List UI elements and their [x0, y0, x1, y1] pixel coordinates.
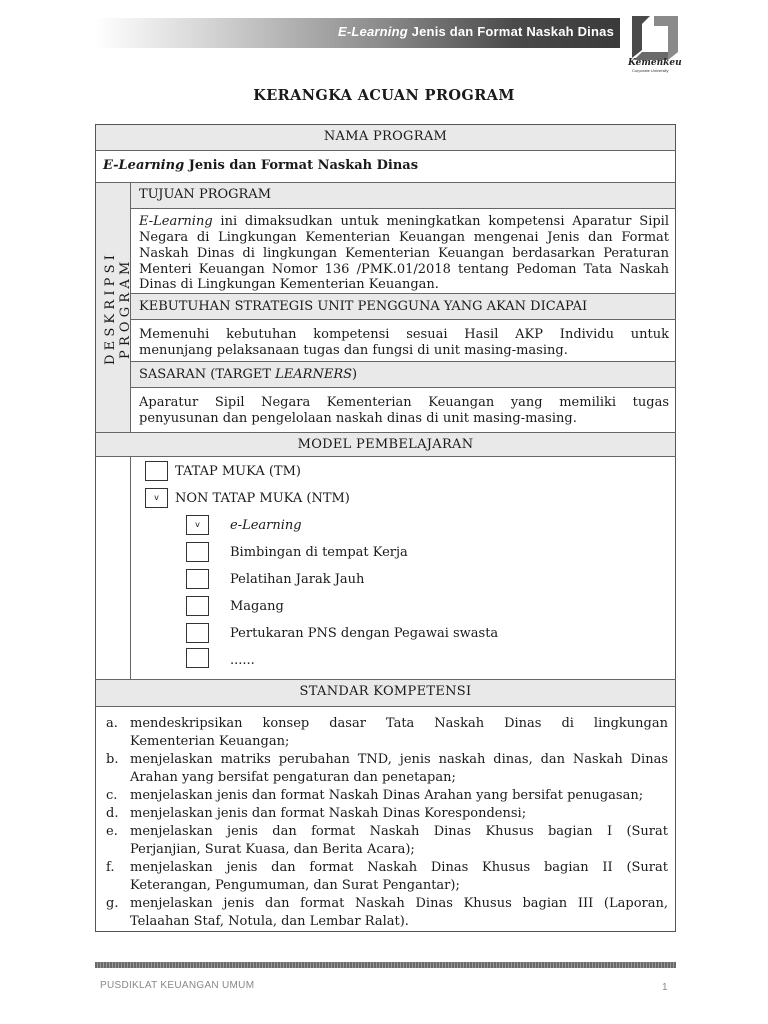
elearning-checkbox[interactable]: v: [186, 515, 209, 535]
page-number: 1: [662, 982, 668, 993]
pelatihan-checkbox[interactable]: [186, 569, 209, 589]
list-item: d. menjelaskan jenis dan format Naskah Dinas Korespondensi;: [106, 806, 527, 821]
tm-checkbox[interactable]: [145, 461, 168, 481]
nama-program-heading: NAMA PROGRAM: [323, 129, 448, 144]
rule: [130, 208, 676, 209]
bimbingan-label: Bimbingan di tempat Kerja: [230, 545, 408, 560]
tujuan-line: Naskah Dinas di lingkungan Kementerian Keuangan berdasarkan Peraturan: [139, 246, 669, 261]
other-checkbox[interactable]: [186, 648, 209, 668]
rule: [130, 293, 676, 294]
logo-subtitle: Corporate University: [632, 68, 669, 73]
rule: [95, 432, 676, 433]
pelatihan-label: Pelatihan Jarak Jauh: [230, 572, 365, 587]
logo-name: Kemenkeu: [628, 58, 682, 68]
tujuan-line: Menteri Keuangan Nomor 136 /PMK.01/2018 tentang Pedoman Tata Naskah: [139, 262, 669, 277]
list-item: b. menjelaskan matriks perubahan TND, jenis naskah dinas, dan Naskah Dinas Arahan yang bersifat pengaturan dan penetapan;: [106, 752, 668, 785]
tujuan-line: E-Learning ini dimaksudkan untuk meningkatkan kompetensi Aparatur Sipil: [139, 214, 669, 229]
list-item: c. menjelaskan jenis dan format Naskah Dinas Arahan yang bersifat penugasan;: [106, 788, 644, 803]
rule: [130, 456, 131, 679]
header-title: E-Learning Jenis dan Format Naskah Dinas: [337, 24, 614, 39]
elearning-label: e-Learning: [230, 518, 302, 533]
bimbingan-checkbox[interactable]: [186, 542, 209, 562]
document-title: KERANGKA ACUAN PROGRAM: [253, 87, 515, 104]
kebutuhan-line: Memenuhi kebutuhan kompetensi sesuai Hasil AKP Individu untuk: [139, 327, 669, 342]
pertukaran-label: Pertukaran PNS dengan Pegawai swasta: [230, 626, 499, 641]
nama-program-value: E-Learning Jenis dan Format Naskah Dinas: [103, 158, 419, 173]
rule: [95, 150, 676, 151]
tm-label: TATAP MUKA (TM): [175, 464, 301, 479]
tujuan-line: Dinas di Lingkungan Kementerian Keuangan.: [139, 277, 439, 292]
other-label: ......: [230, 653, 255, 668]
footer-label: PUSDIKLAT KEUANGAN UMUM: [100, 980, 255, 991]
rule: [130, 361, 676, 362]
ntm-label: NON TATAP MUKA (NTM): [175, 491, 350, 506]
kemenkeu-logo-icon: [628, 12, 682, 62]
rule: [95, 706, 676, 707]
list-item: a. mendeskripsikan konsep dasar Tata Naskah Dinas di lingkungan Kementerian Keuangan;: [106, 716, 668, 749]
rule: [130, 319, 676, 320]
tujuan-line: Negara di Lingkungan Kementerian Keuangan mengenai Jenis dan Format: [139, 230, 669, 245]
kebutuhan-heading: KEBUTUHAN STRATEGIS UNIT PENGGUNA YANG AKAN DICAPAI: [139, 299, 588, 314]
rule: [95, 456, 676, 457]
rule: [130, 387, 676, 388]
list-item: g. menjelaskan jenis dan format Naskah Dinas Khusus bagian III (Laporan, Telaahan Staf, Notula, dan Lembar Ralat).: [106, 896, 668, 929]
pertukaran-checkbox[interactable]: [186, 623, 209, 643]
rule: [95, 679, 676, 680]
magang-label: Magang: [230, 599, 284, 614]
magang-checkbox[interactable]: [186, 596, 209, 616]
footer-band: [95, 962, 676, 968]
rule: [95, 182, 676, 183]
sasaran-line: Aparatur Sipil Negara Kementerian Keuangan yang memiliki tugas: [139, 395, 669, 410]
standar-heading: STANDAR KOMPETENSI: [299, 684, 472, 699]
list-item: f. menjelaskan jenis dan format Naskah Dinas Khusus bagian II (Surat Keterangan, Pengumuman, dan Surat Pengantar);: [106, 860, 668, 893]
kebutuhan-line: menunjang pelaksanaan tugas dan fungsi di unit masing-masing.: [139, 343, 568, 358]
model-heading: MODEL PEMBELAJARAN: [297, 437, 474, 452]
sasaran-line: penyusunan dan pengelolaan naskah dinas di unit masing-masing.: [139, 411, 577, 426]
ntm-checkbox[interactable]: v: [145, 488, 168, 508]
list-item: e. menjelaskan jenis dan format Naskah Dinas Khusus bagian I (Surat Perjanjian, Surat Kuasa, dan Berita Acara);: [106, 824, 668, 857]
sasaran-heading: SASARAN (TARGET LEARNERS): [139, 367, 358, 382]
tujuan-heading: TUJUAN PROGRAM: [139, 187, 272, 202]
deskripsi-side-label: DESKRIPSI PROGRAM: [103, 250, 133, 366]
